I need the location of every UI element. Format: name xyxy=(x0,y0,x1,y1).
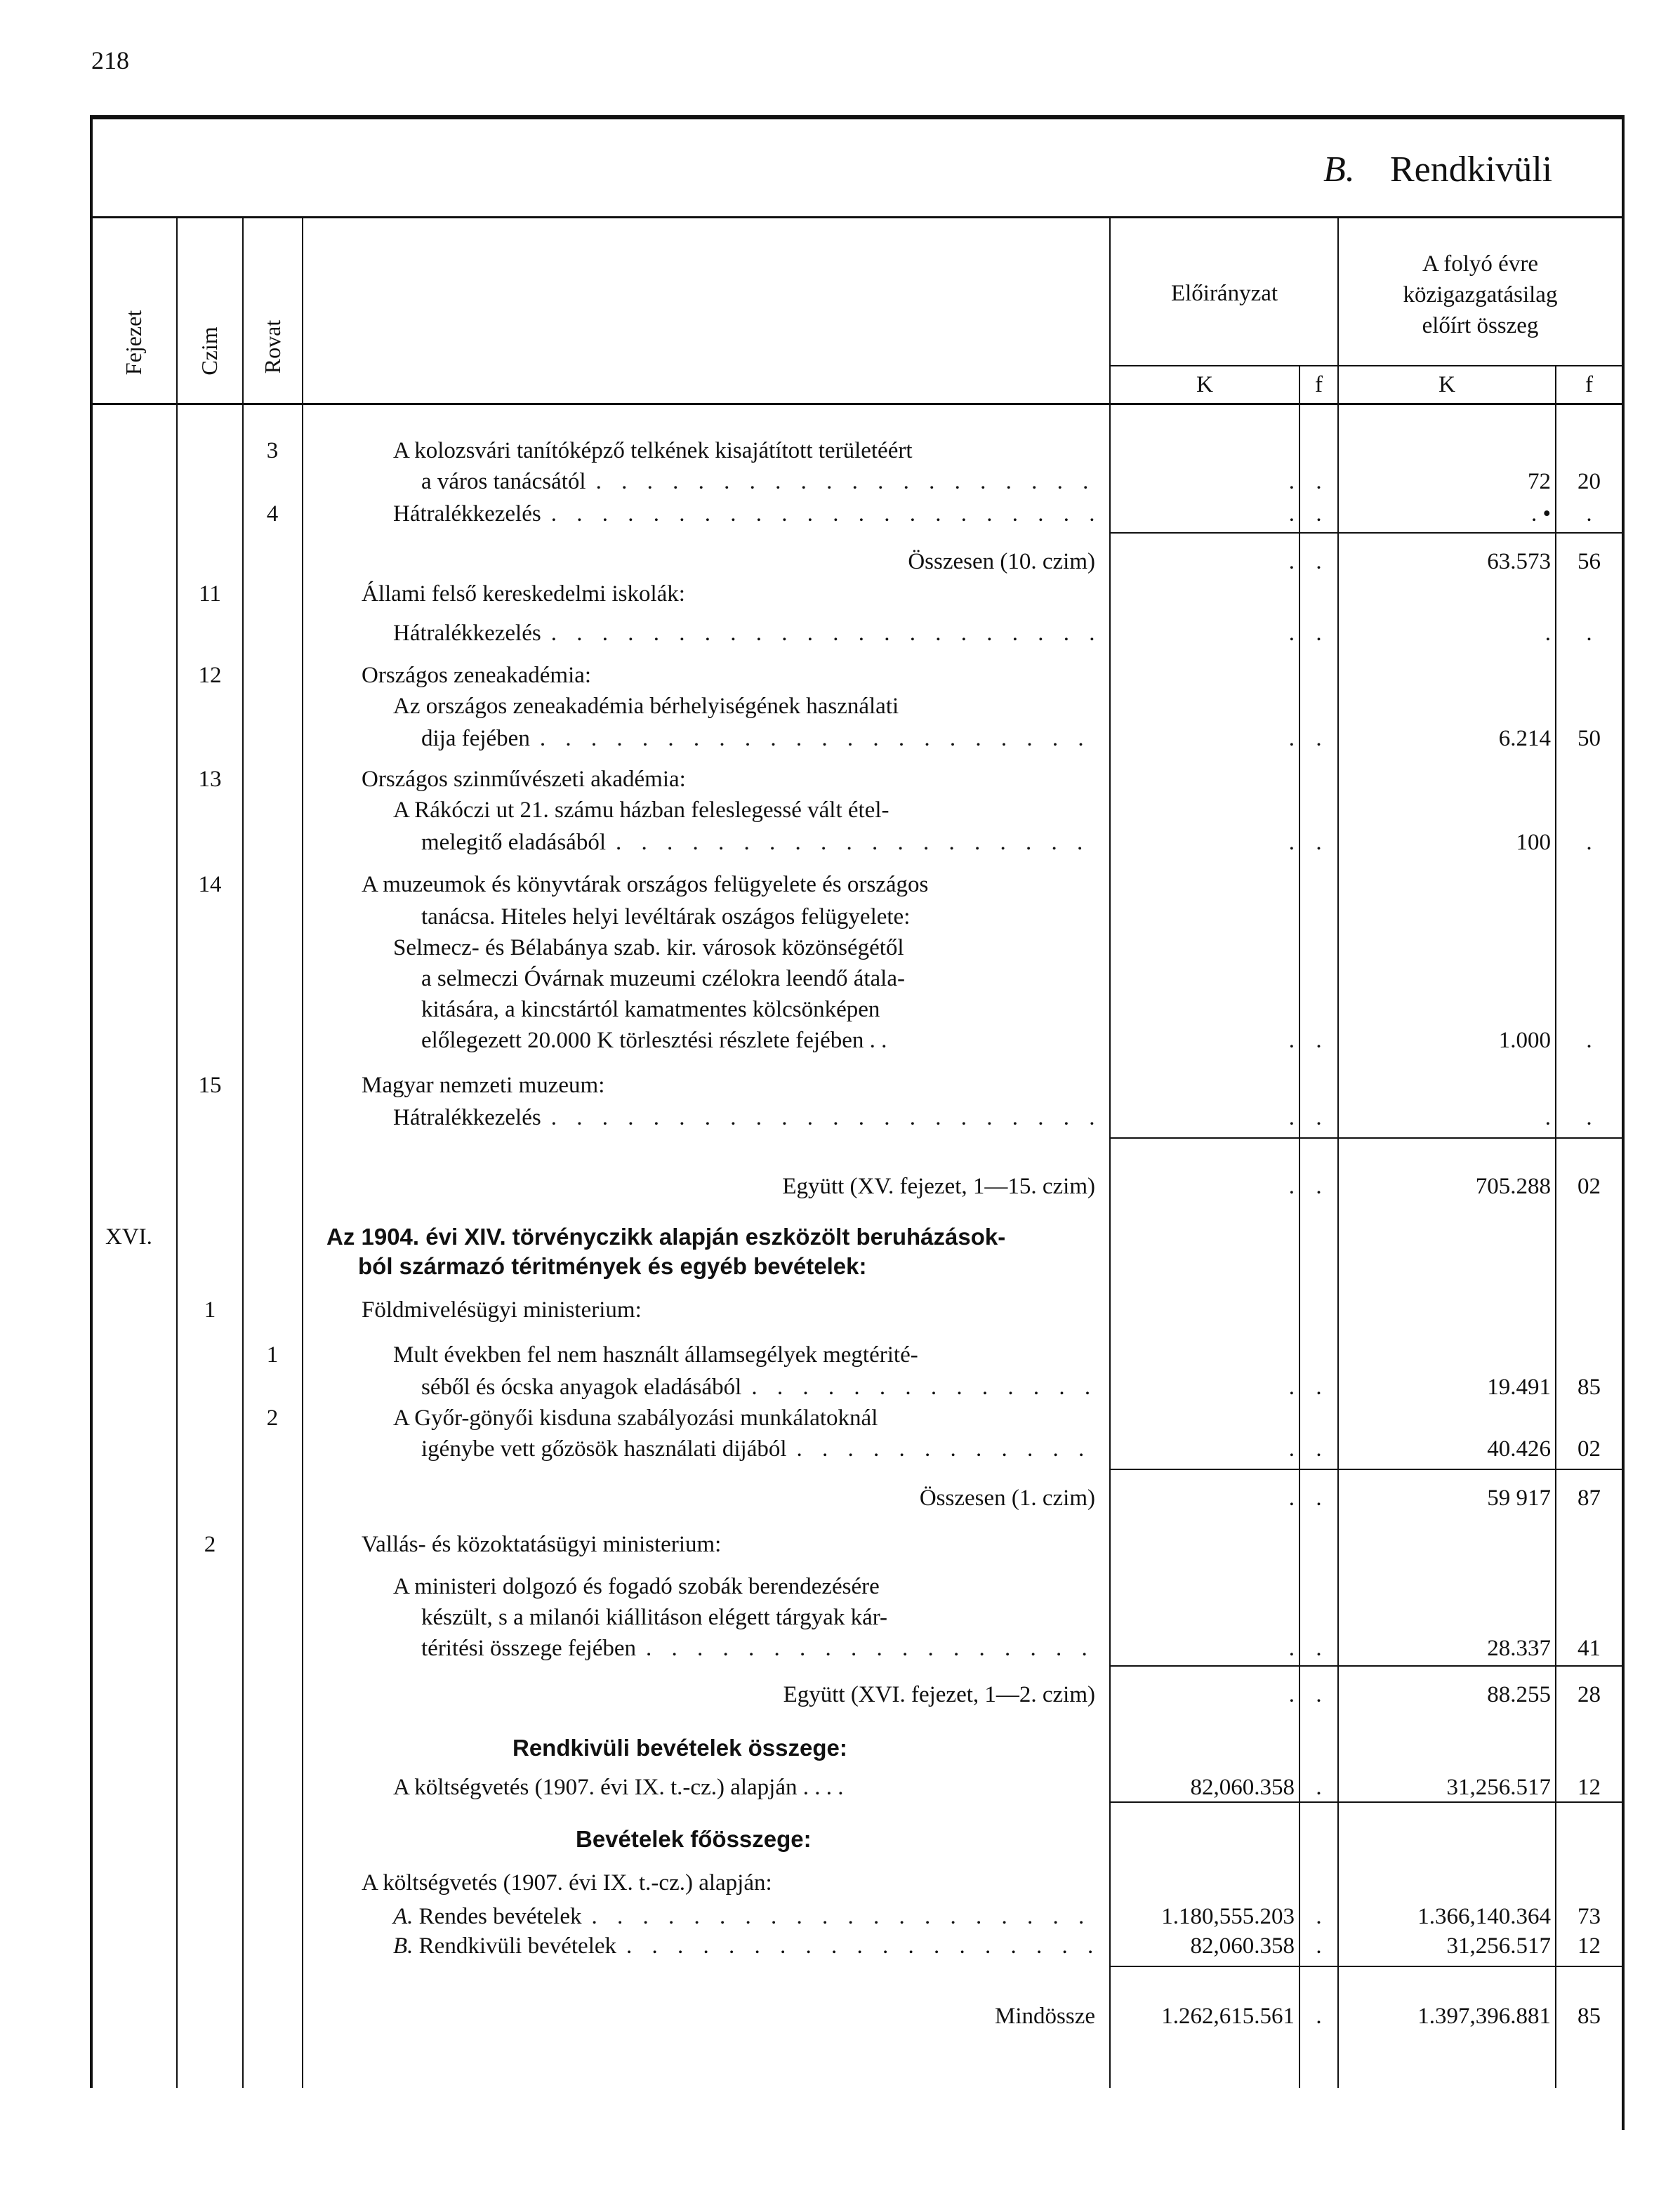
eloiranyzat-f: . xyxy=(1316,549,1322,574)
dot-leader xyxy=(626,1932,1095,1960)
osszeg-k: 100 xyxy=(1516,830,1551,855)
dot-leader xyxy=(797,1435,1095,1463)
eloiranyzat-k: 82,060.358 xyxy=(1190,1933,1295,1959)
osszeg-k: 28.337 xyxy=(1487,1636,1551,1661)
eloiranyzat-k: . xyxy=(1288,621,1295,646)
row-letter: A. xyxy=(393,1904,414,1929)
osszeg-f: 50 xyxy=(1578,726,1601,751)
osszeg-k: 31,256.517 xyxy=(1446,1775,1551,1800)
osszeg-f: 85 xyxy=(1578,1375,1601,1400)
eloiranyzat-k: . xyxy=(1288,726,1295,751)
row-text: a város tanácsától xyxy=(421,469,586,494)
osszeg-f: 12 xyxy=(1578,1775,1601,1800)
dot-leader xyxy=(551,500,1095,528)
row-text: A ministeri dolgozó és fogadó szobák berendezésére xyxy=(393,1574,880,1599)
osszeg-k: 63.573 xyxy=(1487,549,1551,574)
row-text: Magyar nemzeti muzeum: xyxy=(362,1073,605,1098)
dot-leader xyxy=(646,1634,1095,1662)
osszeg-k: 19.491 xyxy=(1487,1375,1551,1400)
header-k2: K xyxy=(1438,372,1455,397)
row-text: Az országos zeneakadémia bérhelyiségének használati xyxy=(393,694,899,719)
col-fejezet-czim xyxy=(176,218,178,2088)
osszeg-f: 28 xyxy=(1578,1682,1601,1707)
row-text: téritési összege fejében xyxy=(421,1636,637,1661)
czim-number: 12 xyxy=(198,663,222,688)
row-label: Rendkivüli bevételek xyxy=(413,1933,617,1959)
row-letter: B. xyxy=(393,1933,414,1959)
header-k1: K xyxy=(1196,372,1213,397)
osszeg-f: 85 xyxy=(1578,2004,1601,2029)
header-rule xyxy=(90,216,1622,218)
osszeg-f: . xyxy=(1586,830,1592,855)
header-folyo-1: A folyó évre xyxy=(1422,251,1538,277)
subtotal-rule xyxy=(1111,1801,1622,1803)
header-fejezet: Fejezet xyxy=(121,310,146,376)
osszeg-k: 6.214 xyxy=(1498,726,1551,751)
header-f1: f xyxy=(1315,372,1323,397)
header-folyo-3: előírt összeg xyxy=(1422,313,1539,338)
row-text: Hátralékkezelés xyxy=(393,501,541,527)
eloiranyzat-k: . xyxy=(1288,1682,1295,1707)
osszeg-k: 88.255 xyxy=(1487,1682,1551,1707)
row-text: készült, s a milanói kiállitáson elégett tárgyak kár- xyxy=(421,1605,888,1630)
kf-rule xyxy=(1109,365,1622,366)
eloiranyzat-f: . xyxy=(1316,1105,1322,1130)
osszeg-f: 20 xyxy=(1578,469,1601,494)
eloiranyzat-f: . xyxy=(1316,830,1322,855)
row-text: Összesen (1. czim) xyxy=(919,1486,1095,1511)
row-text: Együtt (XV. fejezet, 1—15. czim) xyxy=(782,1174,1095,1199)
row-text: melegitő eladásából xyxy=(421,830,606,855)
row-text: tanácsa. Hiteles helyi levéltárak oszágos felügyelete: xyxy=(421,904,911,930)
eloiranyzat-f: . xyxy=(1316,501,1322,527)
eloiranyzat-f: . xyxy=(1316,726,1322,751)
osszeg-k: 1.000 xyxy=(1498,1028,1551,1053)
header-folyo-2: közigazgatásilag xyxy=(1403,282,1558,307)
row-text: Selmecz- és Bélabánya szab. kir. városok közönségétől xyxy=(393,935,904,960)
osszeg-k: 40.426 xyxy=(1487,1436,1551,1462)
header-f2: f xyxy=(1585,372,1593,397)
colheader-rule xyxy=(90,403,1622,405)
col-f1-k2 xyxy=(1337,218,1339,2088)
row-text: a selmeczi Óvárnak muzeumi czélokra leendő átala- xyxy=(421,966,905,991)
page-number: 218 xyxy=(91,46,129,74)
row-text: A Rákóczi ut 21. számu házban feleslegessé vált étel- xyxy=(393,798,889,823)
eloiranyzat-f: . xyxy=(1316,621,1322,646)
left-border xyxy=(90,115,93,2088)
dot-leader xyxy=(551,619,1095,647)
dot-leader xyxy=(616,828,1095,856)
czim-number: 11 xyxy=(199,581,221,607)
eloiranyzat-k: . xyxy=(1288,1105,1295,1130)
eloiranyzat-f: . xyxy=(1316,1682,1322,1707)
rovat-number: 3 xyxy=(266,438,279,463)
osszeg-k: 1.366,140.364 xyxy=(1417,1904,1551,1929)
eloiranyzat-k: . xyxy=(1288,469,1295,494)
row-text: Országos zeneakadémia: xyxy=(362,663,592,688)
osszeg-f: 41 xyxy=(1578,1636,1601,1661)
osszeg-f: . xyxy=(1586,501,1592,527)
row-text: Az 1904. évi XIV. törvényczikk alapján eszközölt beruházások- xyxy=(326,1224,1006,1250)
header-eloiranyzat: Előirányzat xyxy=(1170,281,1278,306)
row-text xyxy=(393,1903,582,1931)
osszeg-f: 56 xyxy=(1578,549,1601,574)
osszeg-f: 02 xyxy=(1578,1436,1601,1462)
osszeg-f: 87 xyxy=(1578,1486,1601,1511)
osszeg-k: 59 917 xyxy=(1487,1486,1551,1511)
osszeg-f: . xyxy=(1586,1105,1592,1130)
rovat-number: 4 xyxy=(266,501,279,527)
czim-number: 1 xyxy=(204,1297,216,1323)
right-border xyxy=(1622,115,1625,2130)
row-text: Országos szinművészeti akadémia: xyxy=(362,767,686,792)
eloiranyzat-f: . xyxy=(1316,1933,1322,1959)
dot-leader xyxy=(551,1104,1095,1132)
row-text: ból származó téritmények és egyéb bevételek: xyxy=(358,1253,867,1279)
dot-leader xyxy=(540,725,1095,753)
czim-number: 14 xyxy=(198,872,222,897)
osszeg-k: 1.397,396.881 xyxy=(1417,2004,1551,2029)
row-text: Összesen (10. czim) xyxy=(908,549,1095,574)
row-text: előlegezett 20.000 K törlesztési részlete fejében . . xyxy=(421,1028,887,1053)
eloiranyzat-k: . xyxy=(1288,830,1295,855)
row-text: kitására, a kincstártól kamatmentes kölcsönképen xyxy=(421,997,880,1022)
row-text: dija fejében xyxy=(421,726,530,751)
osszeg-f: 02 xyxy=(1578,1174,1601,1199)
row-text: A költségvetés (1907. évi IX. t.-cz.) alapján: xyxy=(362,1870,772,1896)
eloiranyzat-k: . xyxy=(1288,1636,1295,1661)
row-text: A kolozsvári tanítóképző telkének kisajátított területéért xyxy=(393,438,913,463)
row-text: Rendkivüli bevételek összege: xyxy=(512,1735,847,1761)
subtotal-rule xyxy=(1111,1137,1622,1139)
row-text: igénybe vett gőzösök használati dijából xyxy=(421,1436,787,1462)
row-label: Rendes bevételek xyxy=(413,1904,582,1929)
osszeg-k: . xyxy=(1545,621,1551,646)
row-text xyxy=(393,1932,616,1960)
row-text: séből és ócska anyagok eladásából xyxy=(421,1375,742,1400)
row-text: Mindössze xyxy=(995,2004,1095,2029)
osszeg-f: . xyxy=(1586,621,1592,646)
eloiranyzat-k: . xyxy=(1288,1436,1295,1462)
subtotal-rule xyxy=(1111,532,1622,534)
row-text: Hátralékkezelés xyxy=(393,621,541,646)
fejezet-number: XVI. xyxy=(105,1224,152,1250)
col-czim-rovat xyxy=(242,218,244,2088)
row-text: Együtt (XVI. fejezet, 1—2. czim) xyxy=(783,1682,1095,1707)
row-text: Bevételek főösszege: xyxy=(576,1826,812,1852)
dot-leader xyxy=(751,1373,1095,1401)
eloiranyzat-k: 82,060.358 xyxy=(1190,1775,1295,1800)
subtotal-rule xyxy=(1111,1665,1622,1667)
row-text: Mult években fel nem használt államsegélyek megtérité- xyxy=(393,1342,918,1368)
col-rovat-text xyxy=(302,218,303,2088)
eloiranyzat-f: . xyxy=(1316,1486,1322,1511)
osszeg-f: 12 xyxy=(1578,1933,1601,1959)
eloiranyzat-f: . xyxy=(1316,1028,1322,1053)
osszeg-f: . xyxy=(1586,1028,1592,1053)
subtotal-rule xyxy=(1111,1469,1622,1470)
osszeg-k: 705.288 xyxy=(1475,1174,1551,1199)
row-text: A költségvetés (1907. évi IX. t.-cz.) alapján . . . . xyxy=(393,1775,844,1800)
dot-leader xyxy=(592,1903,1096,1931)
eloiranyzat-k: . xyxy=(1288,501,1295,527)
header-rovat: Rovat xyxy=(260,319,285,374)
row-text: Vallás- és közoktatásügyi ministerium: xyxy=(362,1532,722,1557)
eloiranyzat-k: 1.262,615.561 xyxy=(1161,2004,1295,2029)
czim-number: 13 xyxy=(198,767,222,792)
row-text: A muzeumok és könyvtárak országos felügyelete és országos xyxy=(362,872,929,897)
osszeg-k: 72 xyxy=(1528,469,1551,494)
eloiranyzat-k: . xyxy=(1288,1486,1295,1511)
eloiranyzat-f: . xyxy=(1316,1436,1322,1462)
subtotal-rule xyxy=(1111,1966,1622,1967)
row-text: A Győr-gönyői kisduna szabályozási munkálatoknál xyxy=(393,1405,878,1431)
rovat-number: 2 xyxy=(266,1405,279,1431)
eloiranyzat-f: . xyxy=(1316,469,1322,494)
czim-number: 15 xyxy=(198,1073,222,1098)
eloiranyzat-k: . xyxy=(1288,1174,1295,1199)
eloiranyzat-f: . xyxy=(1316,1375,1322,1400)
eloiranyzat-k: . xyxy=(1288,549,1295,574)
top-rule xyxy=(90,115,1622,119)
rovat-number: 1 xyxy=(266,1342,279,1368)
dot-leader xyxy=(596,468,1095,496)
row-text: Földmivelésügyi ministerium: xyxy=(362,1297,642,1323)
eloiranyzat-f: . xyxy=(1316,1636,1322,1661)
osszeg-f: 73 xyxy=(1578,1904,1601,1929)
section-letter: B. xyxy=(1323,150,1355,190)
eloiranyzat-f: . xyxy=(1316,1775,1322,1800)
header-czim: Czim xyxy=(197,326,222,376)
osszeg-k: . xyxy=(1545,1105,1551,1130)
row-text: Hátralékkezelés xyxy=(393,1105,541,1130)
eloiranyzat-k: . xyxy=(1288,1375,1295,1400)
eloiranyzat-f: . xyxy=(1316,1174,1322,1199)
czim-number: 2 xyxy=(204,1532,216,1557)
eloiranyzat-f: . xyxy=(1316,1904,1322,1929)
osszeg-k: . • xyxy=(1530,501,1551,527)
row-text: Állami felső kereskedelmi iskolák: xyxy=(362,581,685,607)
col-text-k1 xyxy=(1109,218,1111,2088)
osszeg-k: 31,256.517 xyxy=(1446,1933,1551,1959)
eloiranyzat-k: 1.180,555.203 xyxy=(1161,1904,1295,1929)
eloiranyzat-f: . xyxy=(1316,2004,1322,2029)
section-title: Rendkivüli xyxy=(1390,150,1553,190)
eloiranyzat-k: . xyxy=(1288,1028,1295,1053)
